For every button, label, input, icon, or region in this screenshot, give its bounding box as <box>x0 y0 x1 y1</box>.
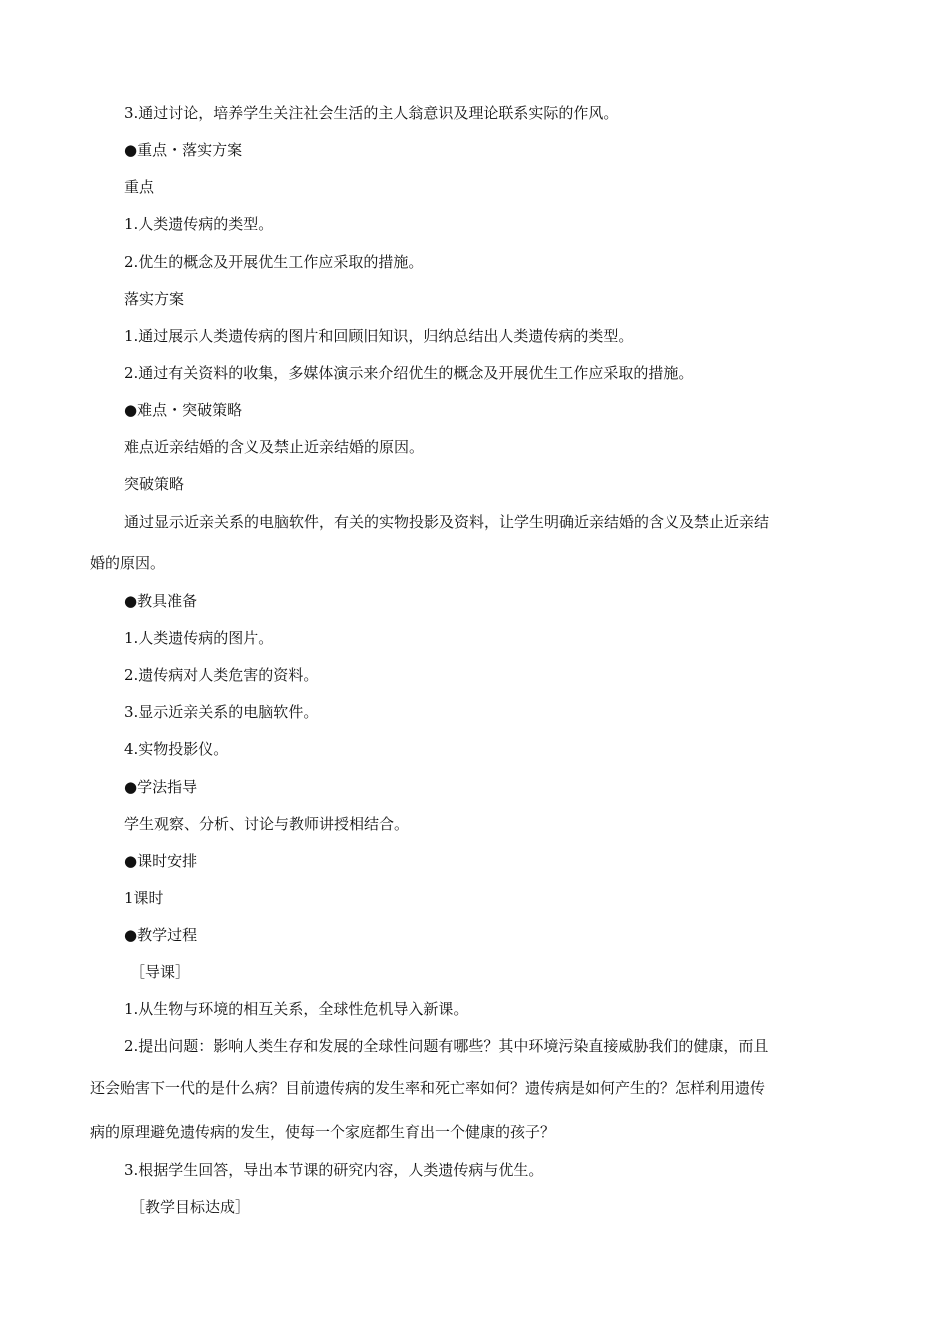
section-heading-teaching-aids: ●教具准备 <box>124 592 198 610</box>
section-heading-study-guidance: ●学法指导 <box>124 778 198 796</box>
section-heading-difficulties: ●难点・突破策略 <box>124 401 243 419</box>
subheading-lead-in: ［导课］ <box>130 963 191 981</box>
subheading-strategy: 突破策略 <box>124 475 185 493</box>
paragraph-question-line-2: 还会贻害下一代的是什么病？目前遗传病的发生率和死亡率如何？遗传病是如何产生的？怎样利用遗传 <box>90 1079 766 1097</box>
list-item: 1.从生物与环境的相互关系，全球性危机导入新课。 <box>124 1000 469 1018</box>
paragraph-strategy-line-2: 婚的原因。 <box>90 554 166 572</box>
list-item: 2.优生的概念及开展优生工作应采取的措施。 <box>124 253 424 271</box>
list-item: 3.显示近亲关系的电脑软件。 <box>124 703 319 721</box>
paragraph-study-guidance: 学生观察、分析、讨论与教师讲授相结合。 <box>124 815 410 833</box>
subheading-objectives-achieved: ［教学目标达成］ <box>130 1198 251 1216</box>
paragraph-question-line-3: 病的原理避免遗传病的发生，使每一个家庭都生育出一个健康的孩子？ <box>90 1123 556 1141</box>
section-heading-key-points: ●重点・落实方案 <box>124 141 243 159</box>
subheading-implementation: 落实方案 <box>124 290 185 308</box>
paragraph-strategy-line-1: 通过显示近亲关系的电脑软件，有关的实物投影及资料，让学生明确近亲结婚的含义及禁止近亲结 <box>124 513 770 531</box>
list-item: 1.人类遗传病的类型。 <box>124 215 274 233</box>
list-item: 1.通过展示人类遗传病的图片和回顾旧知识，归纳总结出人类遗传病的类型。 <box>124 327 634 345</box>
section-heading-teaching-process: ●教学过程 <box>124 926 198 944</box>
section-heading-schedule: ●课时安排 <box>124 852 198 870</box>
list-item: 2.遗传病对人类危害的资料。 <box>124 666 319 684</box>
list-item: 1.人类遗传病的图片。 <box>124 629 274 647</box>
paragraph-question-line-1: 2.提出问题：影响人类生存和发展的全球性问题有哪些？其中环境污染直接威胁我们的健康，而且 <box>124 1037 769 1055</box>
list-item: 3.根据学生回答，导出本节课的研究内容，人类遗传病与优生。 <box>124 1161 544 1179</box>
paragraph-schedule: 1课时 <box>124 889 164 907</box>
subheading-key-points: 重点 <box>124 178 155 196</box>
paragraph-difficulty: 难点近亲结婚的含义及禁止近亲结婚的原因。 <box>124 438 425 456</box>
list-item: 2.通过有关资料的收集，多媒体演示来介绍优生的概念及开展优生工作应采取的措施。 <box>124 364 694 382</box>
list-item: 4.实物投影仪。 <box>124 740 229 758</box>
paragraph-objective-3: 3.通过讨论，培养学生关注社会生活的主人翁意识及理论联系实际的作风。 <box>124 104 619 122</box>
